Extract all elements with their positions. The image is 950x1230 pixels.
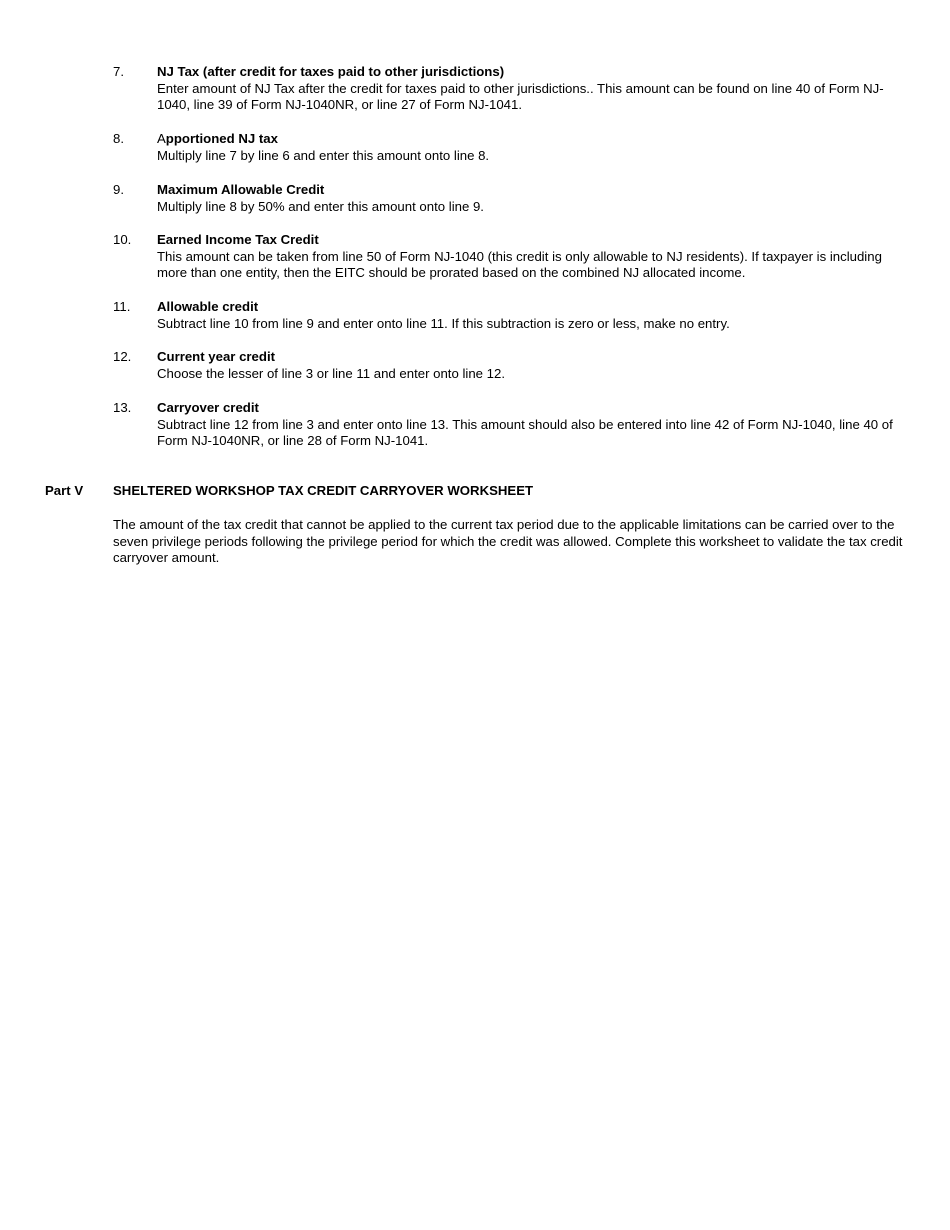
line-number: 11. — [113, 299, 131, 314]
part-v-paragraph: The amount of the tax credit that cannot be applied to the current tax period due to the applicable limitations can be carried over to the seven privilege periods following the privilege period for which the credit was allowed. Complete this worksheet to validate the tax credit carryover amount. — [113, 517, 903, 566]
instruction-line-10 — [113, 232, 903, 282]
line-heading-prefix: A — [157, 131, 166, 146]
line-description: Subtract line 12 from line 3 and enter onto line 13. This amount should also be entered into line 42 of Form NJ-1040, line 40 of Form NJ-1040NR, or line 28 of Form NJ-1041. — [157, 416, 893, 449]
line-heading — [157, 131, 903, 148]
instruction-line-8 — [113, 131, 903, 164]
line-description: Multiply line 7 by line 6 and enter this amount onto line 8. — [157, 147, 490, 163]
instruction-line-7 — [113, 64, 903, 114]
line-number: 7. — [113, 64, 124, 79]
instruction-line-9 — [113, 182, 903, 215]
line-heading: Maximum Allowable Credit — [157, 182, 325, 197]
line-description: Choose the lesser of line 3 or line 11 and enter onto line 12. — [157, 365, 505, 381]
line-description: Subtract line 10 from line 9 and enter onto line 11. If this subtraction is zero or less, make no entry. — [157, 315, 730, 331]
line-heading: NJ Tax (after credit for taxes paid to other jurisdictions) — [157, 64, 505, 79]
instruction-line-11 — [113, 299, 903, 332]
line-description: Multiply line 8 by 50% and enter this amount onto line 9. — [157, 198, 484, 214]
line-number: 13. — [113, 400, 132, 415]
instruction-line-13 — [113, 400, 903, 450]
line-heading: Current year credit — [157, 349, 275, 364]
line-number: 8. — [113, 131, 124, 146]
line-description: Enter amount of NJ Tax after the credit for taxes paid to other jurisdictions.. This amount can be found on line 40 of Form NJ-1040, line 39 of Form NJ-1040NR, or line 27 of Form NJ-1041. — [157, 80, 884, 113]
line-heading: Allowable credit — [157, 299, 259, 314]
instruction-line-12 — [113, 349, 903, 382]
line-description: This amount can be taken from line 50 of Form NJ-1040 (this credit is only allowable to NJ residents). If taxpayer is including more than one entity, then the EITC should be prorated based on the combined NJ allocated income. — [157, 248, 882, 281]
line-heading: Carryover credit — [157, 400, 259, 415]
line-number: 10. — [113, 232, 132, 247]
line-heading: Earned Income Tax Credit — [157, 232, 319, 247]
line-number: 12. — [113, 349, 132, 364]
line-number: 9. — [113, 182, 124, 197]
part-v-label: Part V — [45, 483, 84, 498]
part-v-title: SHELTERED WORKSHOP TAX CREDIT CARRYOVER WORKSHEET — [113, 483, 534, 498]
line-heading-rest: pportioned NJ tax — [165, 131, 278, 146]
